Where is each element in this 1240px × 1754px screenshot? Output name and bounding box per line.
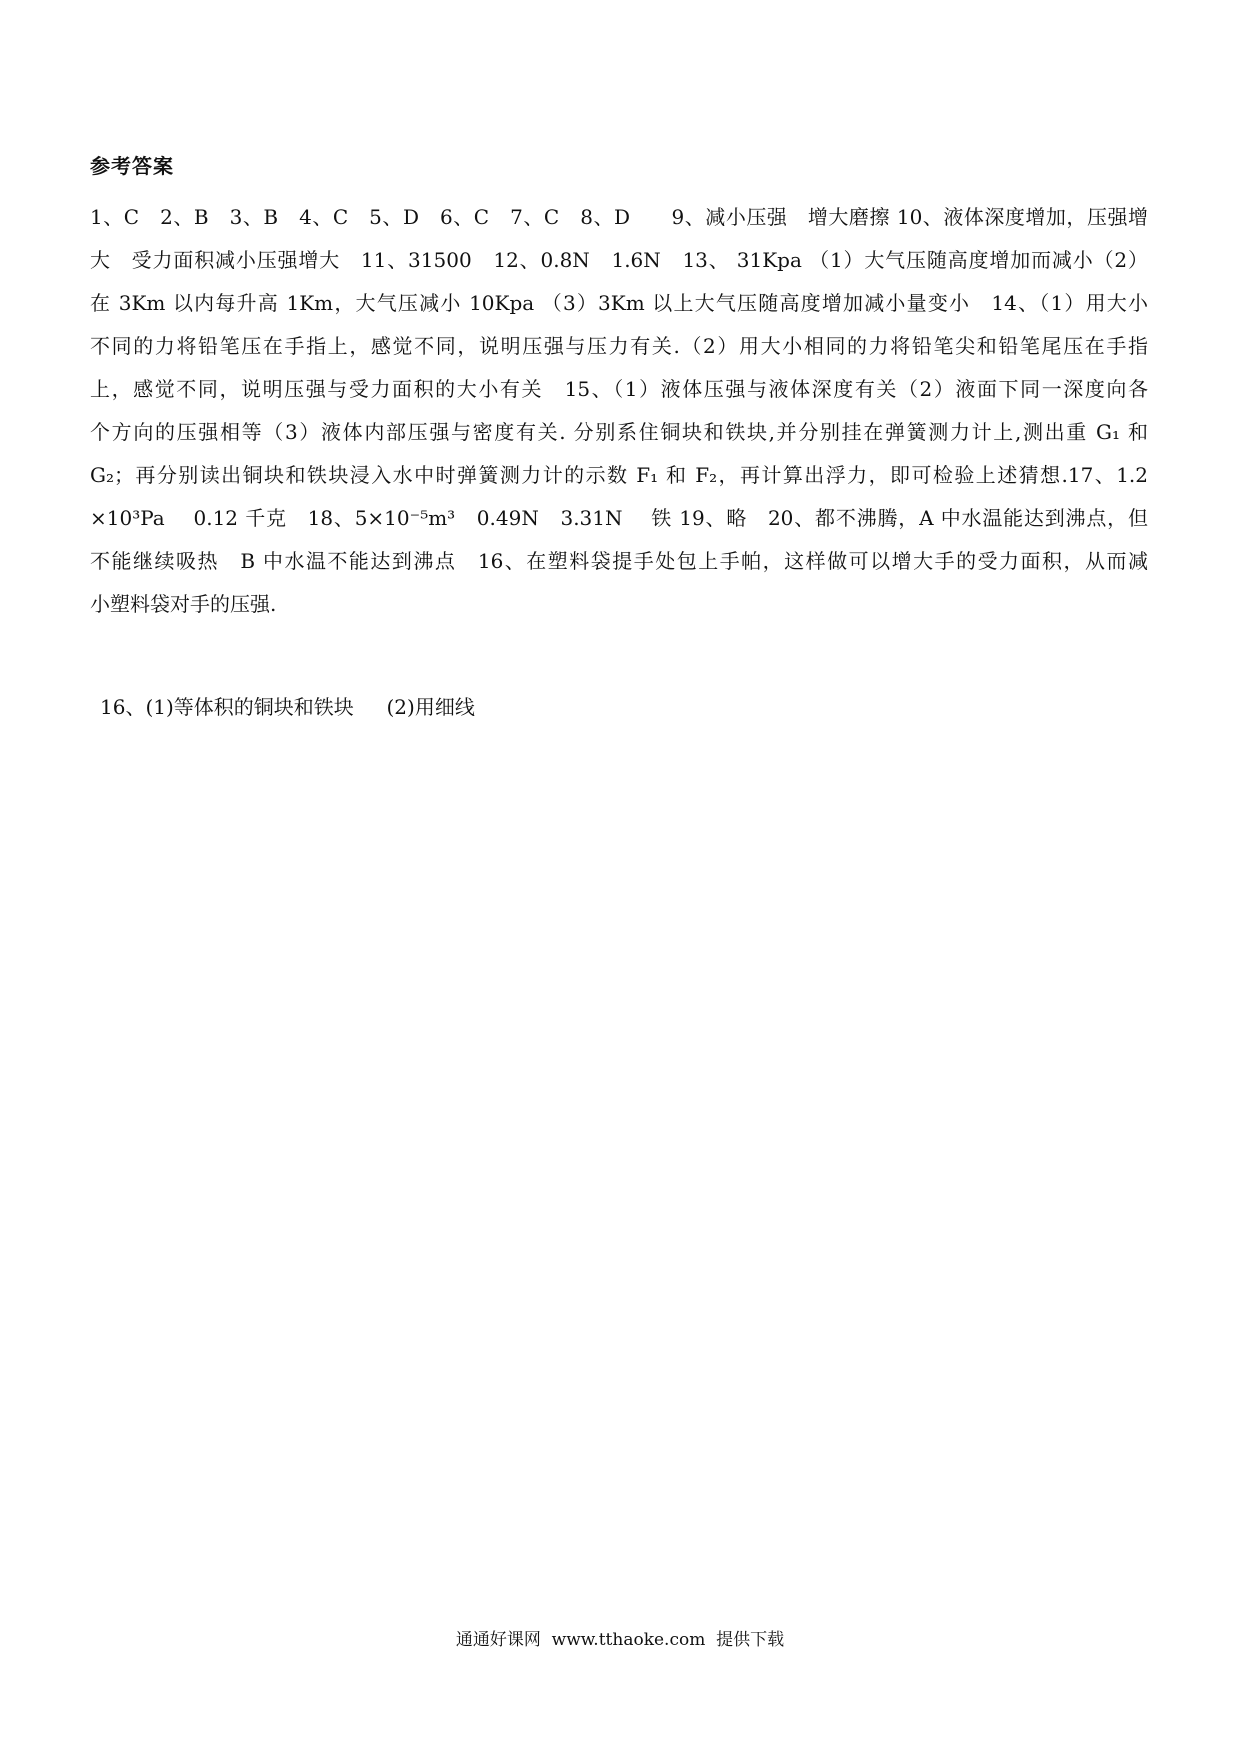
answer-heading: 参考答案 bbox=[90, 154, 174, 178]
answer-line-4: 不同的力将铅笔压在手指上，感觉不同，说明压强与压力有关.（2）用大小相同的力将铅笔尖和铅笔尾压在手指 bbox=[90, 334, 1148, 358]
answer-line-9: 不能继续吸热 B 中水温不能达到沸点 16、在塑料袋提手处包上手帕，这样做可以增大手的受力面积，从而减 bbox=[90, 549, 1148, 573]
page-footer: 通通好课网 www.tthaoke.com 提供下载 bbox=[455, 1630, 785, 1650]
answer-line-1: 1、C 2、B 3、B 4、C 5、D 6、C 7、C 8、D 9、减小压强 增大磨擦 10、液体深度增加，压强增 bbox=[90, 205, 1148, 229]
answer-line-8: ×10³Pa 0.12 千克 18、5×10⁻⁵m³ 0.49N 3.31N 铁 19、略 20、都不沸腾，A 中水温能达到沸点，但 bbox=[90, 506, 1148, 530]
answer-line-7: G₂；再分别读出铜块和铁块浸入水中时弹簧测力计的示数 F₁ 和 F₂，再计算出浮力，即可检验上述猜想.17、1.2 bbox=[90, 463, 1148, 487]
answer-line-5: 上，感觉不同，说明压强与受力面积的大小有关 15、（1）液体压强与液体深度有关（2）液面下同一深度向各 bbox=[90, 377, 1148, 401]
answer-line-3: 在 3Km 以内每升高 1Km，大气压减小 10Kpa （3）3Km 以上大气压随高度增加减小量变小 14、（1）用大小 bbox=[90, 291, 1148, 315]
answer-16-supplement: 16、(1)等体积的铜块和铁块 (2)用细线 bbox=[100, 695, 475, 719]
answer-line-2: 大 受力面积减小压强增大 11、31500 12、0.8N 1.6N 13、 31Kpa （1）大气压随高度增加而减小（2） bbox=[90, 248, 1148, 272]
answer-line-10: 小塑料袋对手的压强. bbox=[90, 592, 277, 616]
answer-paragraph bbox=[90, 196, 1148, 626]
answer-line-6: 个方向的压强相等（3）液体内部压强与密度有关. 分别系住铜块和铁块,并分别挂在弹簧测力计上,测出重 G₁ 和 bbox=[90, 420, 1148, 444]
